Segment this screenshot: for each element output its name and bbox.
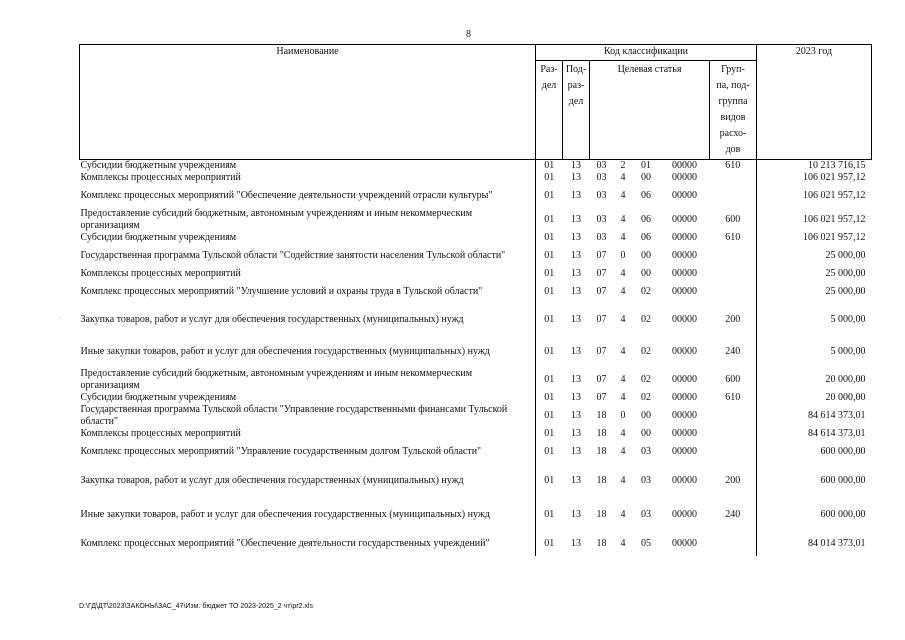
row-code-c2: 4: [620, 374, 626, 385]
row-code-c2: 4: [620, 268, 626, 279]
row-code-vr: [710, 440, 757, 464]
row-code-vr: [710, 428, 757, 440]
table-row: [80, 184, 872, 208]
row-amount: 20 000,00: [757, 368, 872, 392]
row-code-c4: 00000: [672, 538, 697, 549]
row-code-c3: 01: [641, 160, 651, 171]
row-code-c1: 07: [596, 268, 607, 279]
row-code-c3: 06: [641, 214, 651, 225]
table-row: [80, 464, 872, 498]
table-row: [80, 232, 872, 244]
scan-speck: ·: [59, 314, 62, 323]
row-amount: 84 014 373,01: [757, 532, 872, 556]
row-code-vr: 610: [725, 232, 741, 243]
row-code-c2: 0: [620, 410, 626, 421]
row-code-c1: 07: [596, 392, 607, 403]
row-code-vr: 600: [725, 214, 741, 225]
row-code-c3: 05: [641, 538, 651, 549]
row-code-vr: 200: [725, 475, 741, 486]
table-row: [80, 440, 872, 464]
row-code-rz: 01: [536, 404, 563, 428]
row-code-rz: 01: [536, 244, 563, 268]
row-code-c1: 03: [596, 214, 607, 225]
row-code-c2: 4: [620, 172, 626, 183]
row-code-vr: [710, 532, 757, 556]
row-code-rz: 01: [536, 440, 563, 464]
row-code-c4: 00000: [672, 190, 697, 201]
table-row: [80, 498, 872, 532]
row-code-pr: 13: [571, 268, 581, 279]
row-amount: 5 000,00: [757, 304, 872, 336]
row-code-c2: 4: [620, 214, 626, 225]
row-code-c2: 4: [620, 509, 626, 520]
row-name: Субсидии бюджетным учреждениям: [80, 392, 237, 403]
row-code-c2: 4: [620, 232, 626, 243]
row-amount: 106 021 957,12: [757, 208, 872, 232]
table-row: [80, 304, 872, 336]
row-code-rz: 01: [536, 160, 563, 173]
row-amount: 600 000,00: [757, 498, 872, 532]
row-code-c1: 18: [596, 410, 607, 421]
row-code-pr: 13: [571, 250, 581, 261]
row-code-rz: 01: [536, 336, 563, 368]
row-code-c4: 00000: [672, 446, 697, 457]
row-name: Закупка товаров, работ и услуг для обеспечения государственных (муниципальных) нужд: [80, 314, 464, 325]
row-code-vr: [710, 184, 757, 208]
row-code-vr: 240: [725, 509, 741, 520]
row-name: Закупка товаров, работ и услуг для обеспечения государственных (муниципальных) нужд: [80, 475, 464, 486]
row-code-c2: 4: [620, 346, 626, 357]
row-amount: 84 614 373,01: [757, 404, 872, 428]
row-code-c3: 03: [641, 475, 651, 486]
row-code-c2: 4: [620, 428, 626, 439]
row-amount: 25 000,00: [757, 280, 872, 304]
row-code-pr: 13: [571, 392, 581, 403]
row-code-rz: 01: [536, 208, 563, 232]
row-code-rz: 01: [536, 280, 563, 304]
row-amount: 106 021 957,12: [757, 232, 872, 244]
row-code-c3: 02: [641, 346, 651, 357]
row-code-c4: 00000: [672, 314, 697, 325]
row-code-pr: 13: [571, 374, 581, 385]
table-row: [80, 268, 872, 280]
page-number: 8: [466, 29, 471, 40]
row-name: Государственная программа Тульской области "Содействие занятости населения Тульской области": [80, 250, 506, 261]
row-code-rz: 01: [536, 304, 563, 336]
row-code-vr: [710, 268, 757, 280]
row-code-c1: 03: [596, 172, 607, 183]
row-name: Субсидии бюджетным учреждениям: [80, 160, 237, 171]
row-code-c4: 00000: [672, 172, 697, 183]
row-name: Предоставление субсидий бюджетным, автономным учреждениям и иным некоммерческим организациям: [80, 208, 473, 231]
row-code-vr: [710, 244, 757, 268]
header-gruppa: Груп- па, под- группа видов расхо- дов: [710, 61, 757, 160]
row-code-c4: 00000: [672, 214, 697, 225]
row-code-c2: 4: [620, 314, 626, 325]
row-code-c1: 07: [596, 314, 607, 325]
row-name: Субсидии бюджетным учреждениям: [80, 232, 237, 243]
row-amount: 106 021 957,12: [757, 172, 872, 184]
row-code-rz: 01: [536, 268, 563, 280]
row-code-c2: 0: [620, 250, 626, 261]
header-name: Наименование: [80, 45, 536, 160]
row-code-c3: 02: [641, 392, 651, 403]
row-code-c3: 06: [641, 190, 651, 201]
row-amount: 20 000,00: [757, 392, 872, 404]
row-name: Государственная программа Тульской области "Управление государственными финансами Тульской области": [80, 404, 508, 427]
row-code-pr: 13: [571, 160, 581, 171]
row-code-c4: 00000: [672, 346, 697, 357]
row-code-c1: 03: [596, 190, 607, 201]
row-code-pr: 13: [571, 172, 581, 183]
row-name: Иные закупки товаров, работ и услуг для обеспечения государственных (муниципальных) нужд: [80, 346, 490, 357]
table-row: [80, 172, 872, 184]
row-amount: 106 021 957,12: [757, 184, 872, 208]
row-code-c4: 00000: [672, 160, 697, 171]
row-name: Предоставление субсидий бюджетным, автономным учреждениям и иным некоммерческим организациям: [80, 368, 473, 391]
row-code-c3: 00: [641, 268, 651, 279]
row-code-c4: 00000: [672, 428, 697, 439]
row-code-vr: 240: [725, 346, 741, 357]
row-code-pr: 13: [571, 428, 581, 439]
row-code-rz: 01: [536, 532, 563, 556]
row-amount: 600 000,00: [757, 440, 872, 464]
row-code-pr: 13: [571, 538, 581, 549]
budget-table: [79, 44, 872, 556]
row-code-c1: 07: [596, 346, 607, 357]
row-code-rz: 01: [536, 428, 563, 440]
row-name: Комплекс процессных мероприятий "Улучшение условий и охраны труда в Тульской области": [80, 286, 483, 297]
row-code-c3: 06: [641, 232, 651, 243]
row-name: Комплекс процессных мероприятий "Управление государственным долгом Тульской области": [80, 446, 482, 457]
row-name: Комплексы процессных мероприятий: [80, 172, 241, 183]
row-name: Иные закупки товаров, работ и услуг для обеспечения государственных (муниципальных) нужд: [80, 509, 490, 520]
row-code-c4: 00000: [672, 286, 697, 297]
row-code-pr: 13: [571, 286, 581, 297]
row-code-c4: 00000: [672, 410, 697, 421]
row-code-vr: [710, 172, 757, 184]
row-code-c4: 00000: [672, 250, 697, 261]
row-code-c3: 03: [641, 509, 651, 520]
row-code-c1: 18: [596, 509, 607, 520]
table-row: [80, 392, 872, 404]
row-code-c1: 03: [596, 232, 607, 243]
row-code-rz: 01: [536, 464, 563, 498]
row-code-c4: 00000: [672, 232, 697, 243]
header-code: Код классификации: [536, 45, 757, 61]
row-code-pr: 13: [571, 232, 581, 243]
row-code-c4: 00000: [672, 392, 697, 403]
row-code-c2: 2: [620, 160, 626, 171]
row-code-c1: 18: [596, 475, 607, 486]
row-code-c4: 00000: [672, 509, 697, 520]
row-code-pr: 13: [571, 475, 581, 486]
row-code-pr: 13: [571, 446, 581, 457]
row-code-vr: 200: [725, 314, 741, 325]
row-code-c3: 03: [641, 446, 651, 457]
row-code-c2: 4: [620, 446, 626, 457]
row-code-rz: 01: [536, 232, 563, 244]
row-code-c1: 07: [596, 250, 607, 261]
row-amount: 5 000,00: [757, 336, 872, 368]
row-code-vr: 610: [725, 160, 741, 171]
row-amount: 10 213 716,15: [757, 160, 872, 173]
row-code-c2: 4: [620, 475, 626, 486]
row-code-pr: 13: [571, 190, 581, 201]
row-code-c3: 00: [641, 428, 651, 439]
header-razdel: Раз- дел: [536, 61, 563, 160]
row-code-c3: 02: [641, 286, 651, 297]
row-amount: 25 000,00: [757, 268, 872, 280]
row-code-c3: 00: [641, 410, 651, 421]
table-row: [80, 336, 872, 368]
table-row: [80, 244, 872, 268]
row-code-c2: 4: [620, 392, 626, 403]
table-row: [80, 532, 872, 556]
header-celevaya: Целевая статья: [590, 61, 710, 160]
row-code-vr: [710, 280, 757, 304]
table-row: [80, 280, 872, 304]
row-code-c4: 00000: [672, 374, 697, 385]
row-code-vr: [710, 404, 757, 428]
row-code-pr: 13: [571, 314, 581, 325]
row-code-c2: 4: [620, 538, 626, 549]
row-code-rz: 01: [536, 392, 563, 404]
row-code-c1: 18: [596, 446, 607, 457]
row-code-rz: 01: [536, 498, 563, 532]
table-row: [80, 208, 872, 232]
row-code-c1: 07: [596, 286, 607, 297]
row-code-vr: 610: [725, 392, 741, 403]
row-code-c1: 07: [596, 374, 607, 385]
footer-file-path: D:\ГД\ДТ\2023\ЗАКОНЫ\ЗАС_47\Изм. бюджет ТО 2023-2025_2 чт\pr2.xls: [79, 603, 313, 610]
table-row: [80, 160, 872, 173]
row-code-c3: 00: [641, 250, 651, 261]
row-code-rz: 01: [536, 172, 563, 184]
row-code-rz: 01: [536, 368, 563, 392]
row-code-vr: 600: [725, 374, 741, 385]
row-name: Комплекс процессных мероприятий "Обеспечение деятельности государственных учреждений": [80, 538, 490, 549]
row-code-c3: 02: [641, 374, 651, 385]
row-code-pr: 13: [571, 214, 581, 225]
row-amount: 600 000,00: [757, 464, 872, 498]
row-code-c3: 02: [641, 314, 651, 325]
row-code-rz: 01: [536, 184, 563, 208]
row-code-c3: 00: [641, 172, 651, 183]
row-code-c4: 00000: [672, 475, 697, 486]
row-amount: 25 000,00: [757, 244, 872, 268]
row-name: Комплексы процессных мероприятий: [80, 268, 241, 279]
row-code-c1: 18: [596, 538, 607, 549]
row-name: Комплексы процессных мероприятий: [80, 428, 241, 439]
row-code-pr: 13: [571, 346, 581, 357]
row-code-c2: 4: [620, 286, 626, 297]
table-row: [80, 404, 872, 428]
table-row: [80, 368, 872, 392]
row-amount: 84 614 373,01: [757, 428, 872, 440]
row-code-c2: 4: [620, 190, 626, 201]
row-code-pr: 13: [571, 410, 581, 421]
row-code-c1: 03: [596, 160, 607, 171]
row-code-c1: 18: [596, 428, 607, 439]
header-podrazdel: Под- раз- дел: [563, 61, 590, 160]
row-code-pr: 13: [571, 509, 581, 520]
row-code-c4: 00000: [672, 268, 697, 279]
table-row: [80, 428, 872, 440]
header-year: 2023 год: [757, 45, 872, 160]
row-name: Комплекс процессных мероприятий "Обеспечение деятельности учреждений отрасли культуры": [80, 190, 493, 201]
